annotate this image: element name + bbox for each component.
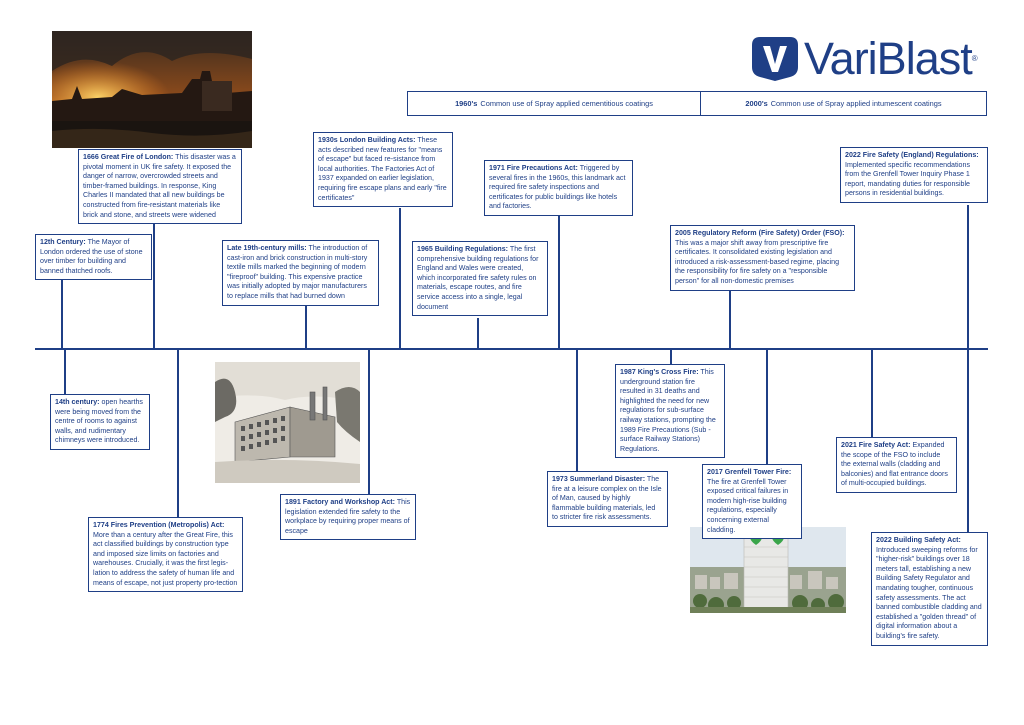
event-text: This was a major shift away from prescriptive fire certificates. It consolidated existing legislation and introduced a risk-assessment-based regime, placing the responsibility for fire safety on a "responsible person" for all non-domestic premises xyxy=(675,238,840,285)
event-title: 2017 Grenfell Tower Fire: xyxy=(707,468,792,476)
event-1891-factory-workshop-act xyxy=(280,494,416,540)
logo-wordmark: VariBlast® xyxy=(804,33,977,84)
event-text: These acts described new features for "means of escape" but faced re-sistance from local authorities. The Factories Act of 1937 expanded on earlier legislation, requiring fire escape plans and early "fire certificates" xyxy=(318,136,447,202)
mill-engraving xyxy=(215,362,360,483)
event-title: 2021 Fire Safety Act: xyxy=(841,441,911,449)
event-title: 1774 Fires Prevention (Metropolis) Act: xyxy=(93,521,225,529)
event-text: More than a century after the Great Fire, this act classified buildings by construction type and imposed size limits on factories and warehouses. Crucially, it was the first legis-lation to address the safety of human life and means of escape, not just property pro-tection xyxy=(93,530,238,587)
event-text: open hearths were being moved from the centre of rooms to against walls, and rudimentary chimneys were introduced. xyxy=(55,398,143,445)
era-bar-1960s: 1960's Common use of Spray applied cementitious coatings xyxy=(407,91,701,116)
event-12th-century xyxy=(35,234,152,280)
event-text: The first comprehensive building regulations for England and Wales were created, which incorporated fire safety rules on materials, escape routes, and fire service access into a single, legal document xyxy=(417,245,539,311)
great-fire-painting xyxy=(52,31,252,148)
event-1666-great-fire xyxy=(78,149,242,224)
event-2022-fire-safety-regulations xyxy=(840,147,988,203)
connector xyxy=(558,216,560,349)
grenfell-tower-image xyxy=(690,527,846,613)
logo-mark-icon xyxy=(752,37,798,81)
event-title: 1891 Factory and Workshop Act: xyxy=(285,498,395,506)
event-1971-fire-precautions-act xyxy=(484,160,633,216)
connector xyxy=(64,349,66,394)
connector xyxy=(967,205,969,349)
event-1973-summerland-disaster xyxy=(547,471,668,527)
event-1774-fires-prevention-act xyxy=(88,517,243,592)
connector xyxy=(61,277,63,349)
event-2021-fire-safety-act xyxy=(836,437,957,493)
event-title: 1930s London Building Acts: xyxy=(318,136,416,144)
event-text: This legislation extended fire safety to the workplace by requiring proper means of escape xyxy=(285,498,411,535)
event-text: The Mayor of London ordered the use of stone over timber for building and banned thatched roofs. xyxy=(40,238,143,275)
event-title: 12th Century: xyxy=(40,238,86,246)
event-text: The introduction of cast-iron and brick construction in multi-story textile mills marked the beginning of modern "fireproof" building. This expensive practice was initially adopted by major manufacturers to replace mills that had burned down xyxy=(227,244,368,300)
event-title: Late 19th-century mills: xyxy=(227,244,307,252)
grenfell-photo xyxy=(690,527,846,613)
era-bar-2000s: 2000's Common use of Spray applied intumescent coatings xyxy=(700,91,987,116)
variblast-logo xyxy=(752,33,992,84)
event-text: The fire at Grenfell Tower exposed critical failures in modern high-rise building regulations, especially concerning external cladding. xyxy=(707,477,789,534)
event-title: 1965 Building Regulations: xyxy=(417,245,509,253)
event-14th-century xyxy=(50,394,150,450)
event-2022-building-safety-act xyxy=(871,532,988,646)
connector xyxy=(871,349,873,437)
event-title: 2022 Fire Safety (England) Regulations: xyxy=(845,151,979,159)
connector xyxy=(305,304,307,349)
connector xyxy=(576,349,578,471)
event-title: 2005 Regulatory Reform (Fire Safety) Order (FSO): xyxy=(675,229,845,237)
connector xyxy=(766,349,768,464)
event-2017-grenfell-tower-fire xyxy=(702,464,802,539)
event-title: 1971 Fire Precautions Act: xyxy=(489,164,578,172)
event-text: The fire at a leisure complex on the Isle of Man, caused by highly flammable building materials, led to stricter fire risk assessments. xyxy=(552,475,662,522)
event-text: This underground station fire resulted in 31 deaths and highlighted the need for new regulations for sub-surface railway stations, prompting the 1989 Fire Precautions (Sub -surface Railway Stations) Regulations. xyxy=(620,368,716,453)
connector xyxy=(399,208,401,349)
event-1965-building-regulations xyxy=(412,241,548,316)
connector xyxy=(967,349,969,532)
event-2005-fso xyxy=(670,225,855,291)
event-19th-century-mills xyxy=(222,240,379,306)
event-title: 1666 Great Fire of London: xyxy=(83,153,174,161)
event-title: 1987 King's Cross Fire: xyxy=(620,368,699,376)
connector xyxy=(153,219,155,349)
fire-painting-image xyxy=(52,31,252,148)
event-1987-kings-cross-fire xyxy=(615,364,725,458)
event-1930s-building-acts xyxy=(313,132,453,207)
event-text: Introduced sweeping reforms for "higher-risk" buildings over 18 meters tall, establishing a new Building Safety Regulator and mandating tougher, continuous safety assessments. The act banned combustible cladding and established a "golden thread" of digital information about a building's fire safety. xyxy=(876,545,982,640)
event-text: Expanded the scope of the FSO to include the external walls (cladding and balconies) and flat entrance doors of multi-occupied buildings. xyxy=(841,441,948,488)
event-text: This disaster was a pivotal moment in UK fire safety. It exposed the danger of narrow, overcrowded streets and timber-framed buildings. In response, King Charles II mandated that all new buildings be constructed from fire-resistant materials like brick and stone, and streets were widened xyxy=(83,153,236,219)
connector xyxy=(177,349,179,517)
connector xyxy=(368,349,370,494)
mill-engraving-image xyxy=(215,362,360,483)
event-text: Implemented specific recommendations from the Grenfell Tower Inquiry Phase 1 report, mandating duties for responsible persons in residential buildings. xyxy=(845,160,970,198)
connector xyxy=(477,318,479,349)
event-title: 14th century: xyxy=(55,398,100,406)
connector xyxy=(670,349,672,364)
event-text: Triggered by several fires in the 1960s, this landmark act required fire safety inspections and certificates for public buildings like hotels and factories. xyxy=(489,164,626,211)
event-title: 2022 Building Safety Act: xyxy=(876,536,961,544)
event-title: 1973 Summerland Disaster: xyxy=(552,475,646,483)
connector xyxy=(729,291,731,349)
